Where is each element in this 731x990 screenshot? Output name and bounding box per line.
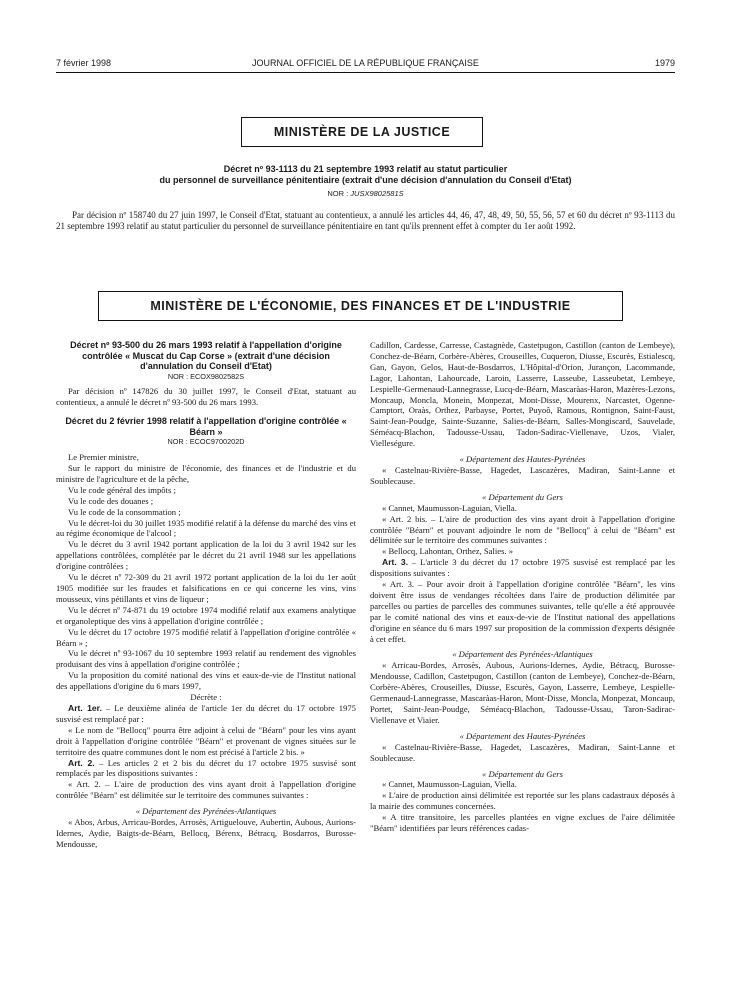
closing-paragraph-1: « L'aire de production ainsi délimitée est reportée sur les plans cadastraux déposés à la mairie des communes concernées. [370,790,675,812]
commune-list-5: « Castelnau-Rivière-Basse, Hagedet, Lascazères, Madiran, Saint-Lanne et Soublecause. [370,741,675,763]
decree-1-nor-label: NOR : [327,189,349,198]
article-3-label: Art. 3. [382,557,409,568]
decree-1-title [56,164,675,186]
paragraph-vu-6: Vu le décret nº 72-309 du 21 avril 1972 portant application de la loi du 1er août 1905 modifiée sur les fraudes et falsifications en ce qui concerne les vins, vins mousseux, vins pétillants et vins de liqueur ; [56,572,356,604]
department-heading-6: « Département du Gers [482,768,563,779]
paragraph-vu-2: Vu le code des douanes ; [68,495,154,506]
ministry-justice-box [241,117,483,147]
paragraph-vu-1: Vu le code général des impôts ; [68,484,176,495]
ministry-justice-title: MINISTÈRE DE LA JUSTICE [273,125,451,139]
decree-1-title-line-2: du personnel de surveillance pénitentiaire (extrait d'une décision d'annulation du Conseil d'Etat) [159,175,572,185]
issue-date: 7 février 1998 [56,58,112,68]
article-2-bis: « Art. 2 bis. – L'aire de production des vins ayant droit à l'appellation d'origine contrôlée "Béarn" et pouvant adjoindre le nom de "Bellocq" à celui de "Béarn" est délimitée sur le territoire des communes suivantes : [370,513,675,546]
commune-list-6: « Cannet, Maumusson-Laguian, Viella. [382,779,517,790]
article-3-text: – L'article 3 du décret du 17 octobre 1975 susvisé est remplacé par les dispositions suivantes : [370,557,675,579]
commune-list-4: « Arricau-Bordes, Arrosès, Aubous, Aurions-Idernes, Aydie, Bétracq, Burosse-Mendousse, Cadillon, Castetpugon, Castillon (canton de Lembeye), Conchez-de-Béarn, Corbère-Abères, Crouseilles, Diusse, Escurès, Gayon, Lasserre, Lembeye, Lespielle-Germenaud-Lannegrasse, Mascaràas-Haron, Mont-Disse, Moncla, Monpezat, Moncaup, Portet, Saint-Jean-Poudge, Séméacq-Blachon, Tadousse-Ussau, Taron-Sadirac-Viellenave et Viaier. [370,660,675,725]
decree-3-nor: NOR : ECOC9700202D [167,437,245,447]
ministry-economy-box [98,291,623,321]
article-3-quote: « Art. 3. – Pour avoir droit à l'appellation d'origine contrôlée "Béarn", les vins doivent être issus de vendanges récoltées dans l'aire de production délimitée par parcelles ou parties de parcelles des communes suivantes, telle qu'elle a été approuvée par le comité national des vins et eaux-de-vie de l'Institut national des appellations d'origine en séance du 6 mars 1997 sur proposition de la commission d'experts désignée à cet effet. [370,579,675,644]
paragraph-vu-4: Vu le décret-loi du 30 juillet 1935 modifié relatif à la défense du marché des vins et au régime économique de l'alcool ; [56,517,356,539]
right-column [370,340,675,834]
article-2 [56,758,356,780]
paragraph-vu-5: Vu le décret du 3 avril 1942 portant application de la loi du 3 avril 1942 sur les appellations contrôlées, complétée par le décret du 21 avril 1948 sur les appellations d'origine contrôlées ; [56,539,356,572]
paragraph-premier-ministre: Le Premier ministre, [68,452,139,463]
article-1-text: – Le deuxième alinéa de l'article 1er du décret du 17 octobre 1975 susvisé est remplacé par : [56,702,356,724]
decree-2-title: Décret nº 93-500 du 26 mars 1993 relatif à l'appellation d'origine contrôlée « Muscat du Cap Corse » (extrait d'une décision d'annulation du Conseil d'Etat) [70,340,342,371]
article-2-text: – Les articles 2 et 2 bis du décret du 17 octobre 1975 susvisé sont remplacés par les dispositions suivantes : [56,757,356,779]
department-heading-2: « Département des Hautes-Pyrénées [459,454,586,465]
header-rule [56,72,675,73]
department-heading-1: « Département des Pyrénées-Atlantiques [135,806,277,817]
commune-list-1-continued: Cadillon, Cardesse, Carresse, Castagnède, Castetpugon, Castillon (canton de Lembeye), Conchez-de-Béarn, Corbère-Abères, Crouseilles, Cuqueron, Diusse, Escurès, Estialescq, Gan, Gayon, Gelos, Haut-de-Bosdarros, L'Hôpital-d'Orion, Jurançon, Lacommande, Lagor, Lahontan, Lahourcade, Laroin, Lasserre, Lasseube, Lasseubetat, Lembeye, Lespielle-Germenaud-Lannegrasse, Lucq-de-Béarn, Mascaràas-Haron, Mazères-Lezons, Moncaup, Moncla, Monein, Monpezat, Mont-Disse, Mourenx, Narcastet, Ogenne-Camptort, Oraàs, Orthez, Parbayse, Portet, Puyoô, Ramous, Rontignon, Saint-Faust, Saint-Jean-Poudge, Sainte-Suzanne, Salies-de-Béarn, Salles-Mongiscard, Sauvelade, Séméacq-Blachon, Tadousse-Ussau, Tadon-Sadirac-Viellenave, Uzos, Vialer, Vielleségure. [370,340,675,449]
paragraph-vu-3: Vu le code de la consommation ; [68,506,181,517]
article-1-quote: « Le nom de "Bellocq" pourra être adjoint à celui de "Béarn" pour les vins ayant droit à l'appellation d'origine contrôlée "Béarn" et provenant de vignes situées sur le territoire des quatre communes dont le nom est précisé à l'article 2 bis. » [56,724,356,757]
journal-title: JOURNAL OFFICIEL DE LA RÉPUBLIQUE FRANÇAISE [252,58,479,68]
commune-list-3: « Cannet, Maumusson-Laguian, Viella. [382,502,517,513]
decree-1-nor [56,189,675,198]
left-column [56,340,356,850]
decree-2-text: Par décision nº 147826 du 30 juillet 1997, le Conseil d'Etat, statuant au contentieux, a annulé le décret nº 93-500 du 26 mars 1993. [56,386,356,408]
department-heading-5: « Département des Hautes-Pyrénées [459,730,586,741]
commune-list-1: « Abos, Arbus, Arricau-Bordes, Arrosès, Artiguelouve, Aubertin, Aubous, Aurions-Idernes, Aydie, Baigts-de-Béarn, Bellocq, Bérenx, Bétracq, Bosdarros, Burosse-Mendousse, [56,817,356,849]
paragraph-rapport: Sur le rapport du ministre de l'économie, des finances et de l'industrie et du ministre de l'agriculture et de la pêche, [56,463,356,484]
article-1-label: Art. 1er. [68,702,102,713]
decree-1-nor-code: JUSX9802581S [350,189,404,198]
decree-2-nor: NOR : ECOX9802582S [167,371,245,381]
decree-1-title-line-1: Décret nº 93-1113 du 21 septembre 1993 relatif au statut particulier [223,164,508,174]
decree-1-body [56,210,675,232]
article-2-label: Art. 2. [68,757,95,768]
paragraph-vu-7: Vu le décret nº 74-871 du 19 octobre 1974 modifié relatif aux examens analytique et organoleptique des vins à appellation d'origine contrôlée ; [56,604,356,626]
article-2-bis-list: « Bellocq, Lahontan, Orthez, Salies. » [382,546,514,557]
paragraph-vu-9: Vu le décret nº 93-1067 du 10 septembre 1993 relatif au rendement des vignobles produisant des vins à appellation d'origine contrôlée ; [56,648,356,670]
ministry-economy-title: MINISTÈRE DE L'ÉCONOMIE, DES FINANCES ET DE L'INDUSTRIE [150,299,571,313]
decree-1-text: Par décision nº 158740 du 27 juin 1997, le Conseil d'Etat, statuant au contentieux, a annulé les articles 44, 46, 47, 48, 49, 50, 55, 56, 57 et 60 du décret nº 93-1113 du 21 septembre 1993 relatif au statut particulier du personnel de surveillance pénitentiaire en tant qu'ils prennent effet à compter du 1er août 1992. [56,210,675,231]
commune-list-2: « Castelnau-Rivière-Basse, Hagedet, Lascazères, Madiran, Saint-Lanne et Soublecause. [370,464,675,486]
paragraph-vu-8: Vu le décret du 17 octobre 1975 modifié relatif à l'appellation d'origine contrôlée « Béarn » ; [56,626,356,648]
page-header [56,58,675,72]
decree-3-title: Décret du 2 février 1998 relatif à l'appellation d'origine contrôlée « Béarn » [65,416,347,437]
paragraph-vu-10: Vu la proposition du comité national des vins et eaux-de-vie de l'Institut national des appellations d'origine du 6 mars 1997, [56,670,356,692]
department-heading-3: « Département du Gers [482,491,563,502]
department-heading-4: « Département des Pyrénées-Atlantiques [452,649,593,660]
article-3 [370,557,675,579]
page-number: 1979 [654,58,675,68]
closing-paragraph-2: « A titre transitoire, les parcelles plantées en vigne exclues de l'aire délimitée "Béarn" identifiées par leurs références cadas- [370,812,675,834]
decrete-heading: Décrète : [190,692,222,703]
article-1 [56,703,356,725]
article-2-quote: « Art. 2. – L'aire de production des vins ayant droit à l'appellation d'origine contrôlée "Béarn" est délimitée sur le territoire des communes suivantes : [56,779,356,801]
